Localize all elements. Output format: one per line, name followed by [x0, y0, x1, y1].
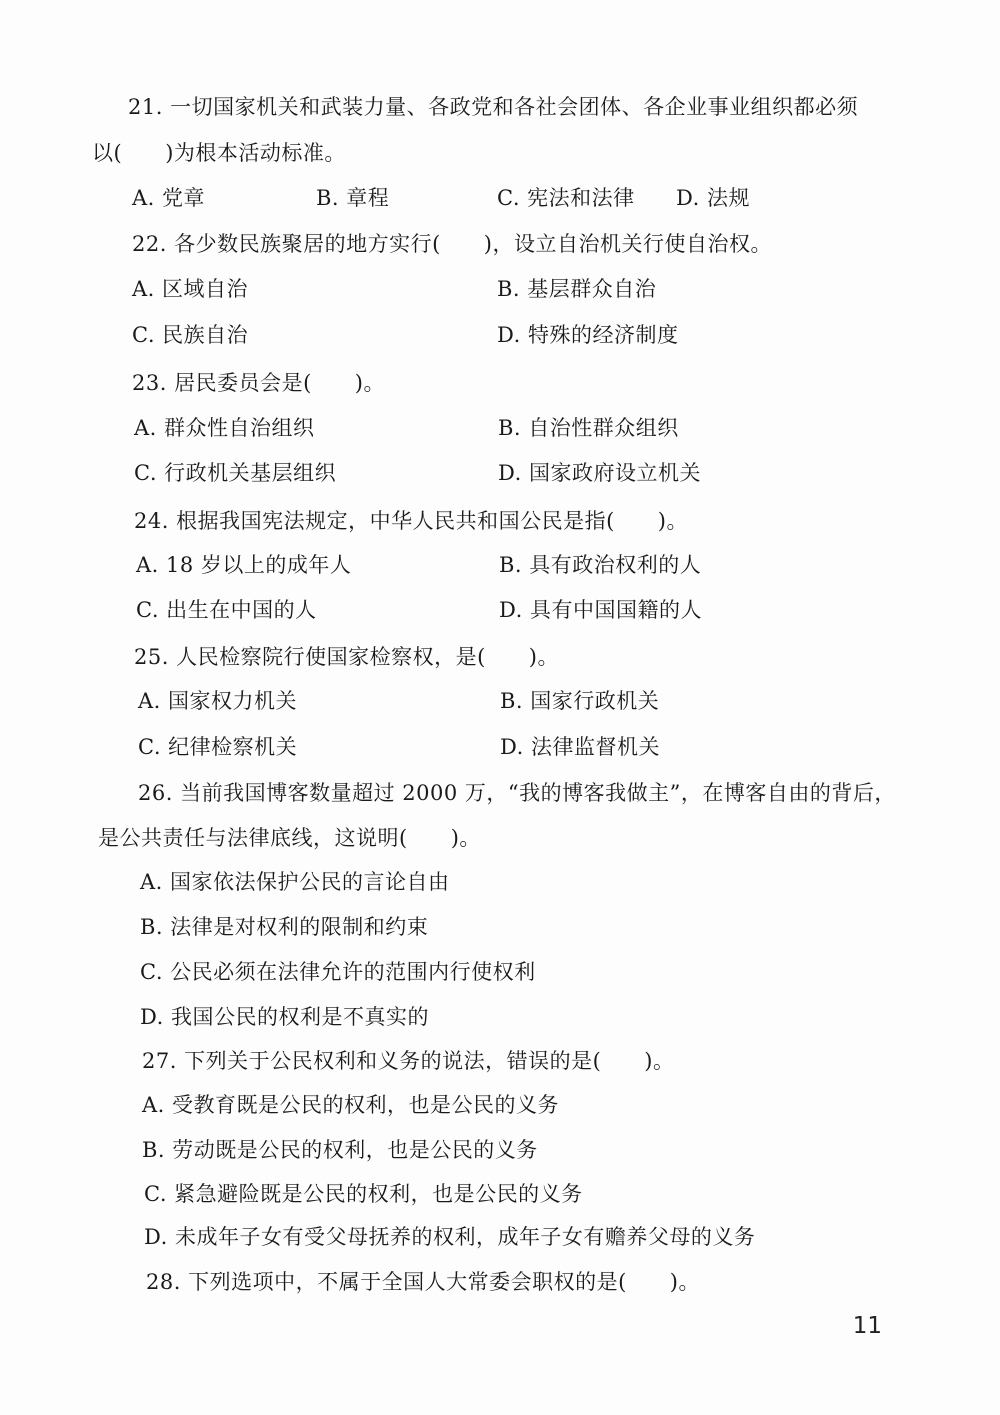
question-23-option-d: D. 国家政府设立机关 — [498, 461, 701, 485]
question-26-option-b: B. 法律是对权利的限制和约束 — [140, 915, 429, 939]
question-23-option-a: A. 群众性自治组织 — [134, 416, 315, 440]
question-28-stem: 28. 下列选项中，不属于全国人大常委会职权的是( )。 — [146, 1270, 700, 1294]
question-26-option-a: A. 国家依法保护公民的言论自由 — [140, 870, 450, 894]
question-25-option-c: C. 纪律检察机关 — [138, 735, 298, 759]
question-26-stem-line2: 是公共责任与法律底线，这说明( )。 — [98, 826, 481, 850]
question-25-option-d: D. 法律监督机关 — [500, 735, 660, 759]
question-22-stem: 22. 各少数民族聚居的地方实行( )，设立自治机关行使自治权。 — [132, 232, 772, 256]
question-27-option-a: A. 受教育既是公民的权利，也是公民的义务 — [142, 1093, 560, 1117]
question-22-option-b: B. 基层群众自治 — [497, 277, 657, 301]
page-number: 11 — [852, 1313, 882, 1339]
question-24-option-d: D. 具有中国国籍的人 — [499, 598, 702, 622]
question-27-option-b: B. 劳动既是公民的权利，也是公民的义务 — [142, 1138, 538, 1162]
question-21-stem-line1: 21. 一切国家机关和武装力量、各政党和各社会团体、各企业事业组织都必须 — [128, 95, 859, 119]
question-23-option-c: C. 行政机关基层组织 — [134, 461, 337, 485]
question-24-option-a: A. 18 岁以上的成年人 — [136, 553, 352, 577]
question-21-stem-line2: 以( )为根本活动标准。 — [92, 141, 346, 165]
question-25-option-a: A. 国家权力机关 — [138, 689, 298, 713]
question-24-stem: 24. 根据我国宪法规定，中华人民共和国公民是指( )。 — [134, 509, 688, 533]
question-22-option-c: C. 民族自治 — [132, 323, 249, 347]
question-23-stem: 23. 居民委员会是( )。 — [132, 371, 385, 395]
question-23-option-b: B. 自治性群众组织 — [498, 416, 679, 440]
question-25-option-b: B. 国家行政机关 — [500, 689, 660, 713]
question-24-option-b: B. 具有政治权利的人 — [499, 553, 702, 577]
question-27-option-c: C. 紧急避险既是公民的权利，也是公民的义务 — [144, 1182, 583, 1206]
question-21-option-d: D. 法规 — [676, 186, 750, 210]
question-26-option-d: D. 我国公民的权利是不真实的 — [140, 1005, 429, 1029]
question-21-option-a: A. 党章 — [132, 186, 206, 210]
question-27-stem: 27. 下列关于公民权利和义务的说法，错误的是( )。 — [142, 1049, 675, 1073]
question-22-option-a: A. 区域自治 — [132, 277, 249, 301]
question-27-option-d: D. 未成年子女有受父母抚养的权利，成年子女有赡养父母的义务 — [144, 1225, 756, 1249]
question-25-stem: 25. 人民检察院行使国家检察权，是( )。 — [134, 645, 559, 669]
question-22-option-d: D. 特殊的经济制度 — [497, 323, 679, 347]
question-21-option-b: B. 章程 — [316, 186, 390, 210]
question-21-option-c: C. 宪法和法律 — [497, 186, 635, 210]
question-24-option-c: C. 出生在中国的人 — [136, 598, 317, 622]
question-26-option-c: C. 公民必须在法律允许的范围内行使权利 — [140, 960, 536, 984]
question-26-stem-line1: 26. 当前我国博客数量超过 2000 万，“我的博客我做主”，在博客自由的背后， — [138, 781, 896, 805]
